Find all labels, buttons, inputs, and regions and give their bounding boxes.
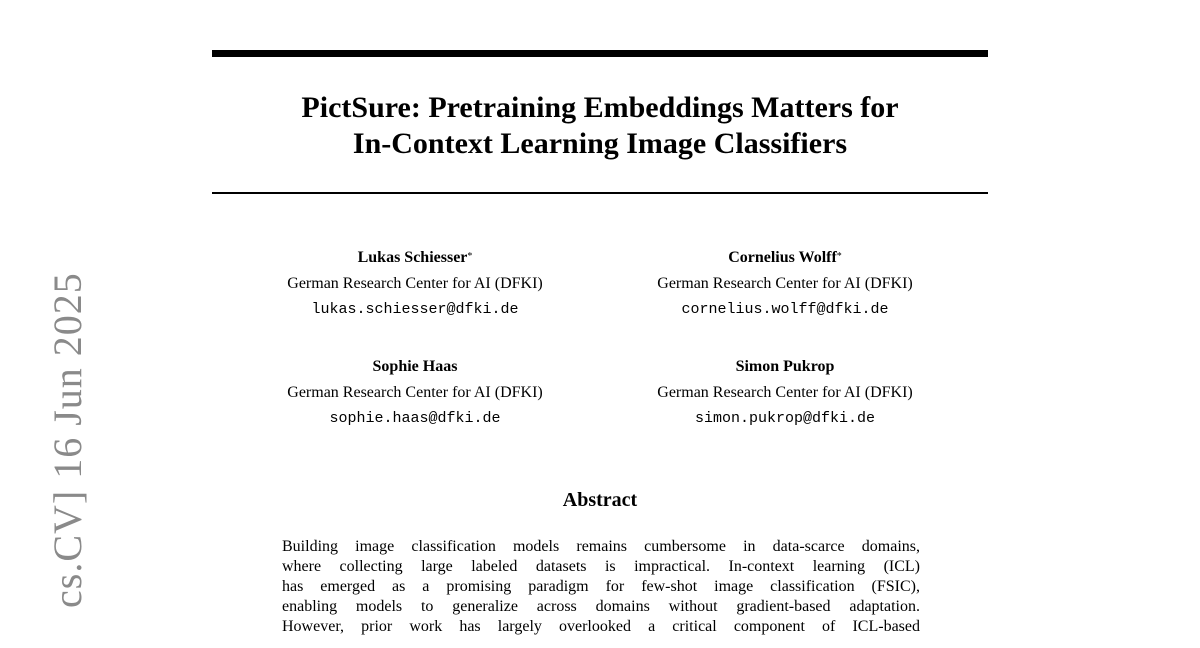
author-block-4	[605, 354, 965, 432]
author-name: Sophie Haas	[372, 358, 458, 375]
title-bottom-rule	[212, 192, 988, 194]
author-name-text: Lukas Schiesser	[357, 249, 468, 266]
author-email: simon.pukrop@dfki.de	[694, 410, 876, 427]
title-top-rule	[212, 50, 988, 57]
equal-contribution-mark: *	[467, 251, 473, 262]
author-email: sophie.haas@dfki.de	[329, 410, 501, 427]
abstract-body	[282, 537, 920, 637]
author-name	[605, 245, 965, 271]
equal-contribution-mark: *	[836, 251, 842, 262]
author-block-2	[605, 245, 965, 323]
author-affiliation: German Research Center for AI (DFKI)	[287, 384, 543, 401]
author-affiliation: German Research Center for AI (DFKI)	[657, 384, 913, 401]
title-line-2: In-Context Learning Image Classifiers	[352, 127, 848, 160]
abstract-line: However, prior work has largely overlooked a critical component of ICL-based	[282, 618, 920, 635]
arxiv-side-stamp: cs.CV] 16 Jun 2025	[45, 272, 90, 608]
author-name	[235, 245, 595, 271]
author-name-text: Cornelius Wolff	[728, 249, 837, 266]
author-name: Simon Pukrop	[735, 358, 835, 375]
abstract-line: has emerged as a promising paradigm for few-shot image classification (FSIC),	[282, 578, 920, 595]
abstract-line: Building image classification models remains cumbersome in data-scarce domains,	[282, 538, 920, 555]
author-affiliation: German Research Center for AI (DFKI)	[657, 275, 913, 292]
author-block-3	[235, 354, 595, 432]
author-email: cornelius.wolff@dfki.de	[681, 301, 889, 318]
author-block-1	[235, 245, 595, 323]
abstract-heading: Abstract	[562, 489, 638, 511]
title-line-1: PictSure: Pretraining Embeddings Matters for	[301, 91, 899, 124]
abstract-line: enabling models to generalize across domains without gradient-based adaptation.	[282, 598, 920, 615]
author-email: lukas.schiesser@dfki.de	[311, 301, 519, 318]
paper-title	[212, 90, 988, 162]
author-affiliation: German Research Center for AI (DFKI)	[287, 275, 543, 292]
abstract-line: where collecting large labeled datasets is impractical. In-context learning (ICL)	[282, 558, 920, 575]
